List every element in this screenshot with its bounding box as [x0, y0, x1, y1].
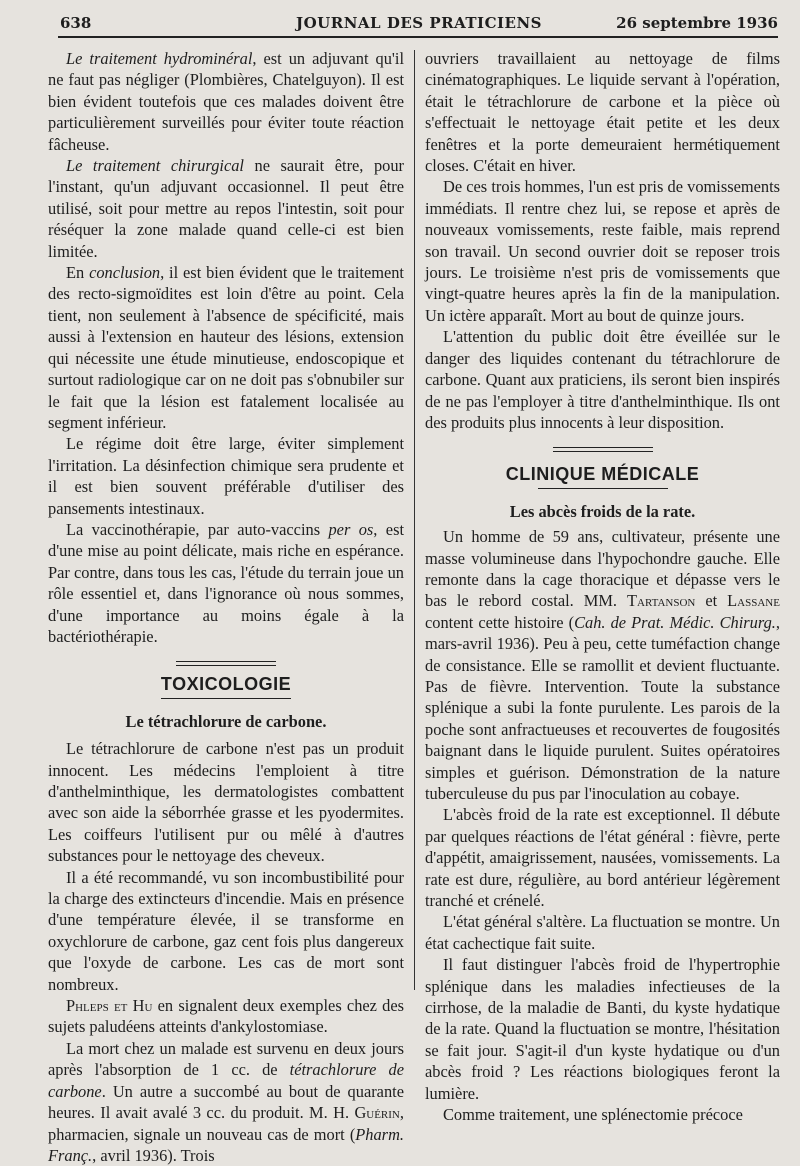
author-lassane: Lassane [727, 591, 780, 611]
paragraph-conclusion [48, 262, 404, 433]
text-mort-a: La mort chez un malade est survenu en deux jours après l'absorption de 1 cc. de [48, 1038, 404, 1080]
paragraph-traitement: Comme traitement, une splénectomie précoce [443, 1105, 743, 1125]
text-phleps: en signalent deux exemples chez des sujets paludéens atteints d'ankylostomiase. [48, 996, 405, 1037]
author-tartanson: Tartanson [626, 591, 696, 611]
text-mort-d: , avril 1936). Trois [92, 1145, 215, 1165]
journal-title: JOURNAL DES PRATICIENS [296, 14, 542, 32]
author-names: Phleps et Hu [66, 996, 153, 1016]
paragraph-extincteurs: Il a été recommandé, vu son incombustibilité pour la charge des extincteurs d'incendie. Mais en présence d'une température élevée, il se transforme en oxychlorure de carbone, gaz cent fois plus dangereux que l'oxyde de carbone. Les cas de mort sont nombreux. [48, 867, 404, 994]
page-number: 638 [60, 14, 92, 32]
paragraph-hydromineral [48, 48, 404, 155]
paragraph-vaccinotherapie [48, 519, 404, 647]
text-mort-b: . Un autre a succombé au bout de quarante heures. Il avait avalé 3 cc. du produit. M. H. [48, 1081, 404, 1123]
column-divider [414, 50, 415, 990]
author-guerin: Guérin [354, 1103, 400, 1123]
paragraph-regime: Le régime doit être large, éviter simplement l'irritation. La désinfection chimique sera prudente et il est bien souvent préférable d'utiliser des pansements intestinaux. [48, 434, 404, 518]
paragraph-tetrachlorure-intro: Le tétrachlorure de carbone n'est pas un produit innocent. Les médecins l'emploient à titre d'anthelminthique, les dermatologistes combattent avec son aide la séborrhée grasse et les pyodermites. Les coiffeurs l'utilisent pur ou mêlé à d'autres substances pour le nettoyage des cheveux. [48, 739, 404, 866]
paragraph-diagnostic: Il faut distinguer l'abcès froid de l'hypertrophie splénique dans les maladies infectieuses de la cirrhose, de la maladie de Banti, du kyste hydatique de la rate. Quand la fluctuation se montre, l'hésitation se fait jour. S'agit-il d'un kyste hydatique ou d'un abcès froid ? Les réactions biologiques feront la lumière. [425, 955, 780, 1103]
paragraph-cas-clinique [425, 526, 780, 804]
reference-cahiers: Cah. de Prat. Médic. Chirurg. [574, 612, 776, 632]
reference-pharm: Pharm. Franç. [48, 1124, 404, 1165]
issue-date: 26 septembre 1936 [616, 14, 778, 32]
paragraph-attention: L'attention du public doit être éveillée sur le danger des liquides contenant du tétrachlorure de carbone. Quant aux praticiens, ils seront bien inspirés de ne pas l'employer à titre d'anthelminthique. Ils ont des produits plus innocents à leur disposition. [425, 327, 780, 432]
text-cas-d: , mars-avril 1936). Peu à peu, cette tuméfaction change de consistance. Elle se ramollit et devient fluctuante. Pas de fièvre. Intervention. Toute la substance splénique a subi la fonte purulente. Les parois de la poche sont anfractueuses et recouvertes de fougosités baignant dans le liquide purulent. Suites opératoires simples et guérison. Démonstration de la nature tuberculeuse du pus par l'inoculation au cobaye. [425, 612, 781, 803]
text-mort-c: , pharmacien, signale un nouveau cas de mort ( [48, 1103, 404, 1144]
text-conclusion: , il est bien évident que le traitement des recto-sigmoïdites est loin d'être au point. Cela tient, non seulement à l'absence de spécificité, mais aussi à l'extension en hauteur des lésions, extension qui nécessite une étude minutieuse, endoscopique et surtout radiologique car on ne doit pas s'obnubiler sur le fait que la lésion est fatalement localisée au segment inférieur. [48, 263, 404, 432]
lead-hydromineral: Le traitement hydrominéral [66, 49, 253, 68]
italic-tetrachlorure: tétrachlorure de carbone [48, 1060, 404, 1101]
lead-chirurgical: Le traitement chirurgical [66, 156, 244, 176]
article-title-abces: Les abcès froids de la rate. [509, 501, 696, 521]
paragraph-chirurgical [48, 155, 404, 262]
section-title-clinique: CLINIQUE MÉDICALE [505, 464, 700, 485]
section-title-toxicologie: TOXICOLOGIE [160, 674, 292, 695]
right-column [425, 48, 780, 1126]
article-title-tetrachlorure: Le tétrachlorure de carbone. [125, 711, 327, 731]
page-header [60, 14, 778, 36]
paragraph-ouvriers: ouvriers travaillaient au nettoyage de films cinématographiques. Le liquide servant à l'opération, était le tétrachlorure de carbone et la pièce où s'effectuait le nettoyage était petite et les deux fenêtres et la porte demeuraient hermétiquement closes. C'était en hiver. [425, 49, 780, 176]
text-conclusion-pre: En [66, 263, 90, 283]
text-vaccino: , est d'une mise au point délicate, mais riche en espérance. Par contre, dans tous les cas, l'étude du terrain joue un rôle essentiel et, dans l'ignorance où nous sommes, d'une importance au moins égale à la bactériothérapie. [48, 519, 404, 646]
italic-per-os: per os [328, 519, 374, 539]
paragraph-trois-hommes: De ces trois hommes, l'un est pris de vomissements immédiats. Il rentre chez lui, se repose et après de nouveaux vomissements, reste faible, mais reprend son travail. Un second ouvrier doit se reposer trois jours. Le troisième n'est pris de vomissements que vingt-quatre heures après la fin de la manipulation. Un ictère apparaît. Mort au bout de quinze jours. [425, 177, 780, 325]
paragraph-phleps-hu [48, 995, 404, 1038]
header-rule [58, 36, 778, 38]
text-vaccino-pre: La vaccinothérapie, par auto-vaccins [66, 519, 329, 539]
text-chirurgical: ne saurait être, pour l'instant, qu'un adjuvant occasionnel. Il peut être utilisé, soit pour mettre au repos l'intestin, soit pour réséquer la zone malade quand celle-ci est bien limitée. [48, 156, 404, 261]
text-cas-c: content cette histoire ( [425, 612, 575, 632]
text-cas-a: Un homme de 59 ans, cultivateur, présente une masse volumineuse dans l'hypochondre gauche. Elle remonte dans la cage thoracique et dépasse vers le bas le rebord costal. MM. [425, 527, 780, 611]
paragraph-abces-exceptionnel: L'abcès froid de la rate est exceptionnel. Il débute par quelques réactions de l'état général : fièvre, perte d'appétit, amaigrissement, nausées, vomissements. La rate est dure, régulière, au bord antérieur légèrement tranché et crénelé. [425, 805, 780, 911]
lead-conclusion: conclusion [89, 263, 161, 283]
text-cas-b: et [695, 591, 728, 611]
paragraph-mort [48, 1038, 404, 1166]
paragraph-etat-general: L'état général s'altère. La fluctuation se montre. Un état cachectique fait suite. [425, 912, 780, 953]
left-column [48, 48, 404, 1166]
text-hydromineral: , est un adjuvant qu'il ne faut pas négliger (Plombières, Chatelguyon). Il est bien évident toutefois que ces malades doivent être particulièrement surveillés pour éviter toute réaction fâcheuse. [48, 49, 404, 154]
